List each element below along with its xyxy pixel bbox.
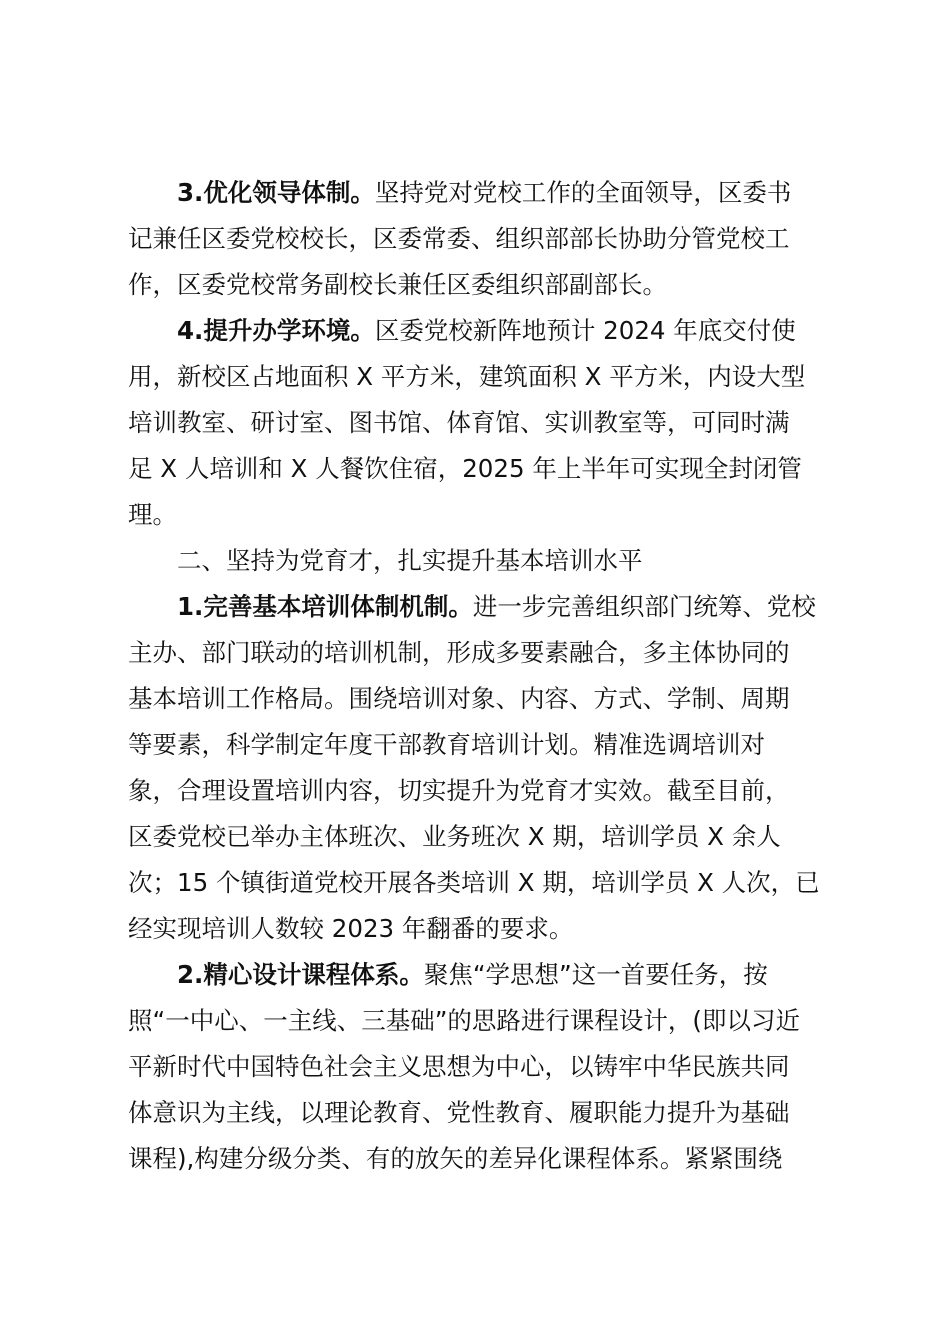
paragraph-lead: 2.精心设计课程体系。 bbox=[177, 960, 424, 989]
text-line: 理。 bbox=[128, 500, 177, 529]
text-line: 4.提升办学环境。区委党校新阵地预计 2024 年底交付使 bbox=[177, 316, 796, 345]
paragraph-curriculum-design bbox=[128, 952, 834, 1182]
text-line: 照“一中心、一主线、三基础”的思路进行课程设计，(即以习近 bbox=[128, 1006, 800, 1035]
text-line: 主办、部门联动的培训机制，形成多要素融合，多主体协同的 bbox=[128, 638, 790, 667]
text-line: 次；15 个镇街道党校开展各类培训 X 期，培训学员 X 人次，已 bbox=[128, 868, 820, 897]
paragraph-lead: 1.完善基本培训体制机制。 bbox=[177, 592, 473, 621]
text-line: 作，区委党校常务副校长兼任区委组织部副部长。 bbox=[128, 270, 667, 299]
text-line: 足 X 人培训和 X 人餐饮住宿，2025 年上半年可实现全封闭管 bbox=[128, 454, 802, 483]
text-line: 用，新校区占地面积 X 平方米，建筑面积 X 平方米，内设大型 bbox=[128, 362, 806, 391]
text-line: 平新时代中国特色社会主义思想为中心，以铸牢中华民族共同 bbox=[128, 1052, 790, 1081]
text-line: 经实现培训人数较 2023 年翻番的要求。 bbox=[128, 914, 574, 943]
text-line: 培训教室、研讨室、图书馆、体育馆、实训教室等，可同时满 bbox=[128, 408, 790, 437]
text-line: 3.优化领导体制。坚持党对党校工作的全面领导，区委书 bbox=[177, 178, 792, 207]
paragraph-leadership-system bbox=[128, 170, 834, 308]
text-line: 基本培训工作格局。围绕培训对象、内容、方式、学制、周期 bbox=[128, 684, 790, 713]
text-line: 2.精心设计课程体系。聚焦“学思想”这一首要任务，按 bbox=[177, 960, 768, 989]
section-heading: 二、坚持为党育才，扎实提升基本培训水平 bbox=[177, 546, 643, 575]
text-line: 体意识为主线，以理论教育、党性教育、履职能力提升为基础 bbox=[128, 1098, 790, 1127]
text-line: 记兼任区委党校校长，区委常委、组织部部长协助分管党校工 bbox=[128, 224, 790, 253]
document-body bbox=[128, 170, 834, 1182]
text-line: 课程),构建分级分类、有的放矢的差异化课程体系。紧紧围绕 bbox=[128, 1144, 783, 1173]
paragraph-lead: 3.优化领导体制。 bbox=[177, 178, 375, 207]
text-line: 区委党校已举办主体班次、业务班次 X 期，培训学员 X 余人 bbox=[128, 822, 781, 851]
text-line: 1.完善基本培训体制机制。进一步完善组织部门统筹、党校 bbox=[177, 592, 816, 621]
paragraph-training-mechanism bbox=[128, 584, 834, 952]
paragraph-lead: 4.提升办学环境。 bbox=[177, 316, 375, 345]
paragraph-school-environment bbox=[128, 308, 834, 538]
text-line: 象，合理设置培训内容，切实提升为党育才实效。截至目前， bbox=[128, 776, 790, 805]
text-line: 等要素，科学制定年度干部教育培训计划。精准选调培训对 bbox=[128, 730, 765, 759]
